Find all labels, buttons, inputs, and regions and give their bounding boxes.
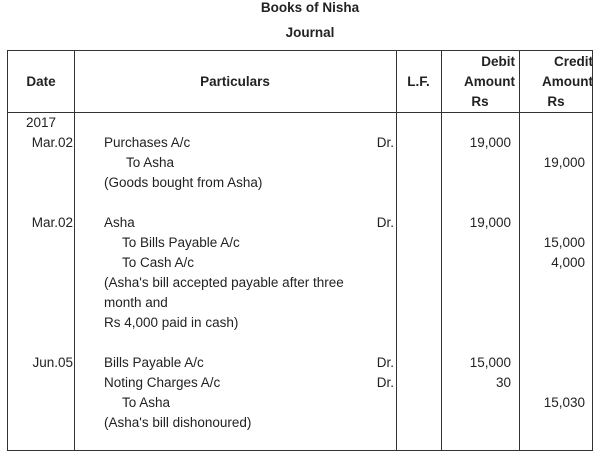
particulars-line: Noting Charges A/c	[104, 375, 221, 390]
entry-date: Mar.02	[31, 135, 73, 150]
narration-line: month and	[104, 295, 168, 310]
particulars-line: Asha	[104, 215, 135, 230]
credit-amount: 19,000	[543, 155, 585, 170]
particulars-line: To Asha	[122, 395, 171, 410]
dr-marker: Dr.	[376, 355, 394, 370]
particulars-line: Bills Payable A/c	[104, 355, 204, 370]
narration-line: (Goods bought from Asha)	[104, 175, 263, 190]
dr-marker: Dr.	[376, 215, 394, 230]
narration-line: Rs 4,000 paid in cash)	[104, 315, 239, 330]
debit-amount: 19,000	[469, 135, 511, 150]
debit-amount: 15,000	[469, 355, 511, 370]
credit-amount: 15,000	[543, 235, 585, 250]
year-cell: 2017	[25, 115, 57, 130]
particulars-line: To Asha	[126, 155, 175, 170]
narration-line: (Asha's bill accepted payable after three	[104, 275, 344, 290]
column-divider	[396, 51, 397, 450]
journal-title: Journal	[285, 25, 335, 40]
entry-date: Jun.05	[32, 355, 73, 370]
column-divider	[74, 51, 75, 450]
debit-header-line: Debit	[481, 54, 515, 69]
particulars-line: To Bills Payable A/c	[122, 235, 240, 250]
credit-amount: 4,000	[551, 255, 585, 270]
particulars-line: Purchases A/c	[104, 135, 191, 150]
dr-marker: Dr.	[376, 375, 394, 390]
book-title: Books of Nisha	[260, 0, 360, 15]
credit-header-line: Credit	[553, 54, 593, 69]
header-divider	[8, 112, 592, 113]
debit-header-line: Amount	[464, 74, 515, 89]
particulars-line: To Cash A/c	[122, 255, 195, 270]
particulars-header: Particulars	[200, 74, 270, 89]
dr-marker: Dr.	[376, 135, 394, 150]
lf-header: L.F.	[407, 74, 430, 89]
debit-amount: 30	[495, 375, 511, 390]
credit-amount: 15,030	[543, 395, 585, 410]
narration-line: (Asha's bill dishonoured)	[104, 415, 252, 430]
date-header: Date	[26, 74, 56, 89]
debit-amount: 19,000	[469, 215, 511, 230]
debit-header-line: Rs	[471, 94, 489, 109]
journal-table	[7, 50, 593, 451]
credit-header-line: Rs	[547, 94, 565, 109]
entry-date: Mar.02	[31, 215, 73, 230]
credit-header-line: Amount	[542, 74, 593, 89]
